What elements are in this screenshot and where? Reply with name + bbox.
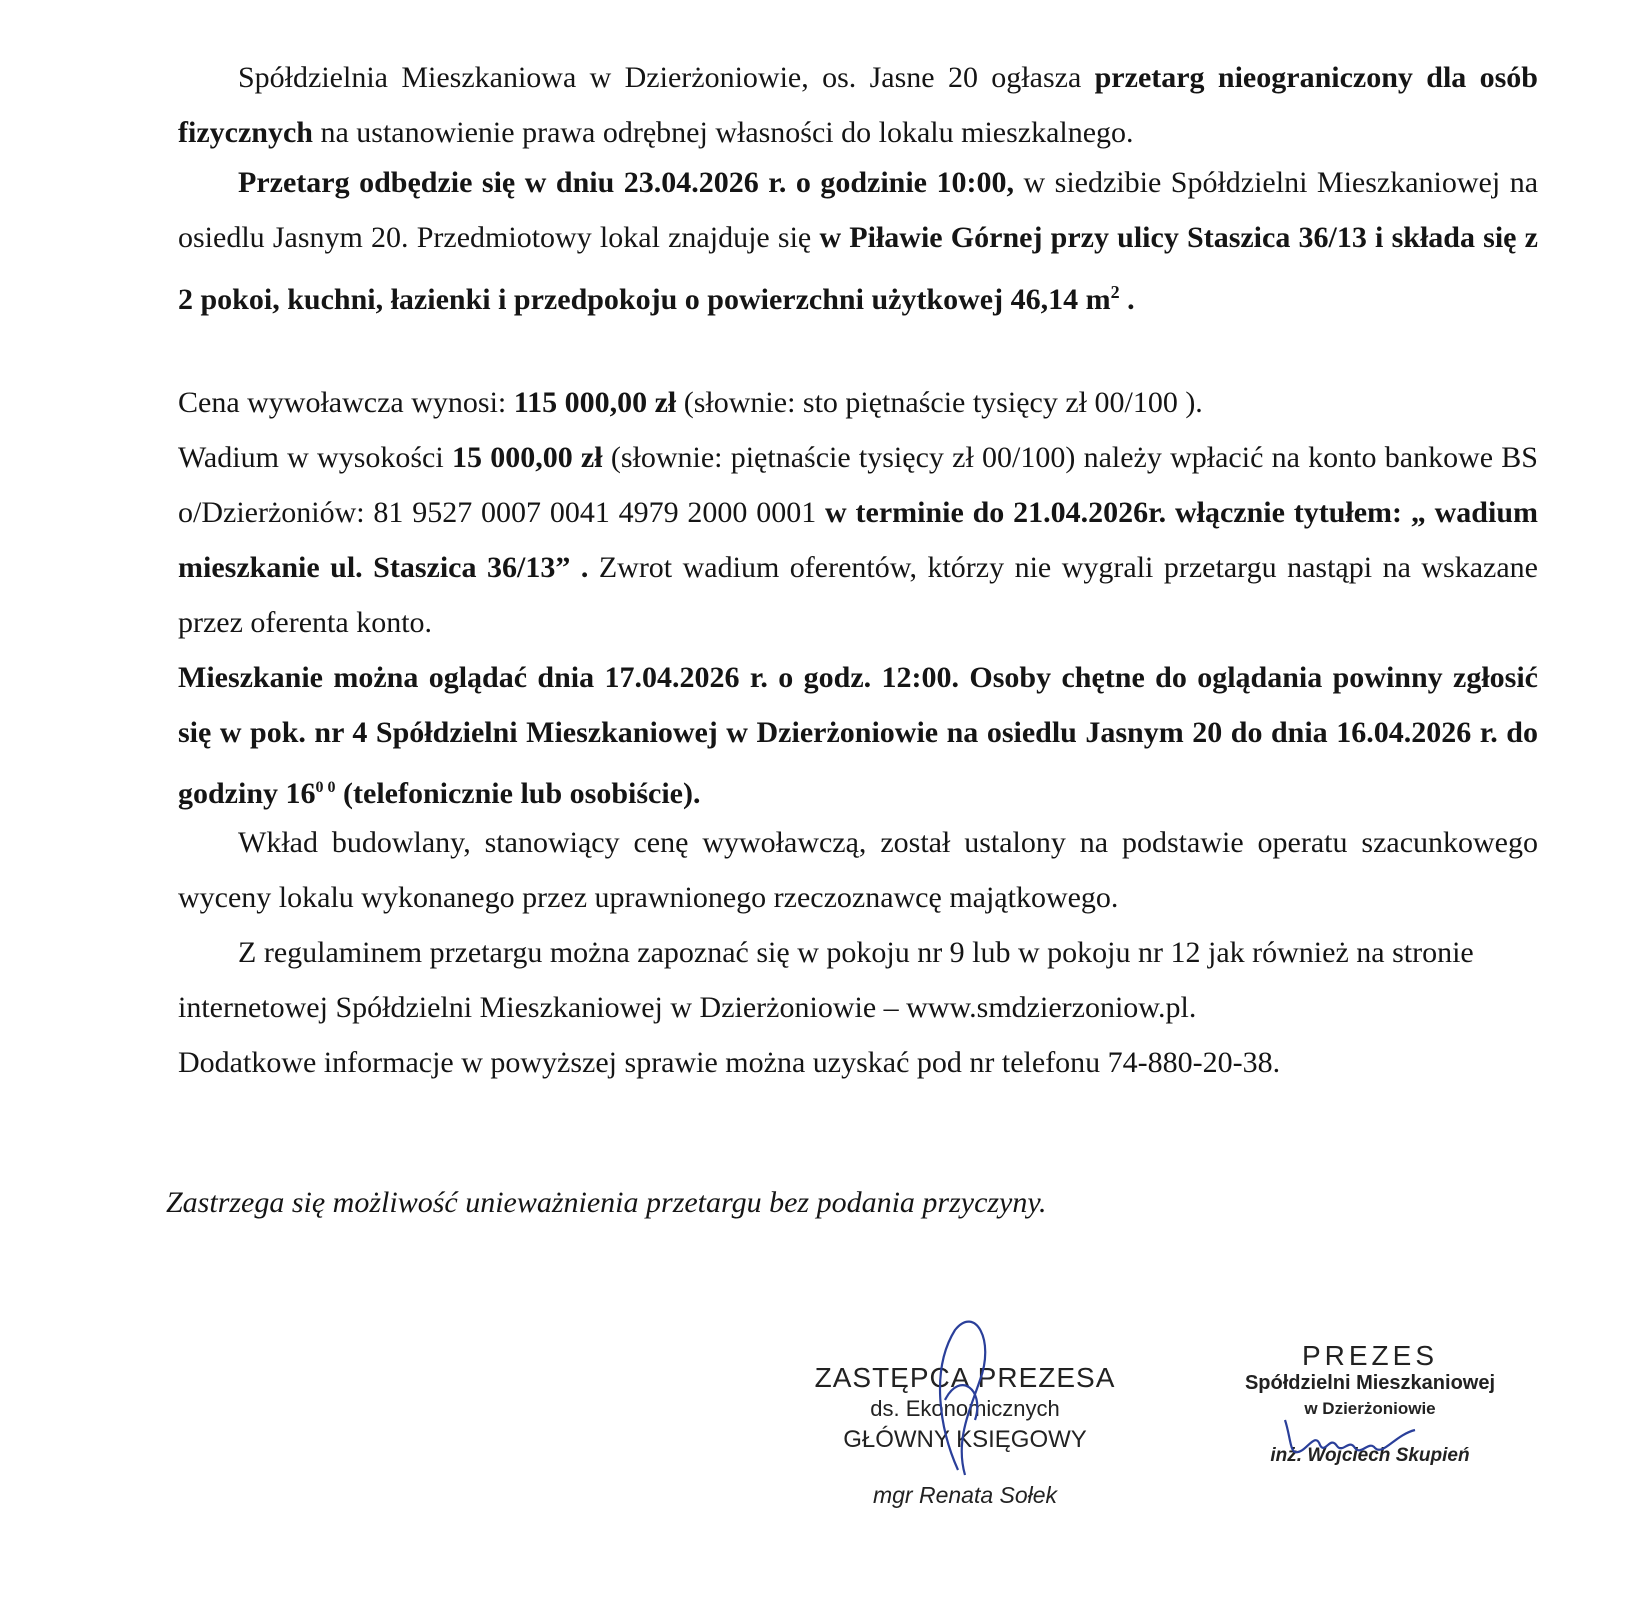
text: w siedzibie Spółdzielni Mieszkaniowej na osiedlu Jasnym 20. Przedmiotowy lokal znajduje się [178, 166, 1539, 254]
stamp-subtitle: Spółdzielni Mieszkaniowej [1244, 1372, 1496, 1394]
signatory-name: mgr Renata Sołek [872, 1482, 1058, 1508]
disclaimer-note: Zastrzega się możliwość unieważnienia przetargu bez podania przyczyny. [166, 1186, 1047, 1219]
text: Wadium w wysokości [178, 441, 452, 474]
text-bold: 115 000,00 zł [513, 386, 677, 419]
text-bold: (telefonicznie lub osobiście). [335, 777, 701, 810]
stamp-subtitle: ds. Ekonomicznych [870, 1396, 1060, 1421]
stamp-location: w Dzierżoniowie [1304, 1399, 1436, 1418]
paragraph-starting-price [178, 375, 1538, 430]
paragraph-contact: Dodatkowe informacje w powyższej sprawie można uzyskać pod nr telefonu 74-880-20-38. [178, 1046, 1281, 1079]
paragraph-announcement [178, 50, 1538, 160]
text-bold: w Piławie Górnej przy ulicy Staszica 36/13 i składa się z 2 pokoi, kuchni, łazienki i przedpokoju o powierzchni użytkowej 46,14 m [178, 221, 1539, 316]
paragraph-deposit [178, 430, 1538, 650]
signature-scribble-left [900, 1310, 1020, 1480]
signature-scribble-right [1265, 1410, 1435, 1460]
superscript: 2 [1110, 282, 1120, 302]
text: Cena wywoławcza wynosi: [178, 386, 514, 419]
text: na ustanowienie prawa odrębnej własności do lokalu mieszkalnego. [312, 116, 1134, 149]
text: (słownie: piętnaście tysięcy zł 00/100) należy wpłacić na konto bankowe BS o/Dzierżoniów: 81 9527 0007 0041 4979 2000 0001 [178, 441, 1538, 529]
stamp-title: PREZES [1301, 1340, 1439, 1371]
stamp-president [1215, 1340, 1525, 1467]
text: (słownie: sto piętnaście tysięcy zł 00/100 ). [676, 386, 1203, 419]
text-bold: w terminie do 21.04.2026r. włącznie tytułem: „ wadium mieszkanie ul. Staszica 36/13” . [178, 496, 1538, 584]
text: Spółdzielnia Mieszkaniowa w Dzierżoniowie, os. Jasne 20 ogłasza [238, 61, 1095, 94]
text-bold: przetarg nieograniczony dla osób fizycznych [178, 61, 1538, 149]
stamp-title: ZASTĘPCA PREZESA [814, 1362, 1116, 1393]
paragraph-viewing [178, 650, 1538, 821]
text-bold: 15 000,00 zł [451, 441, 603, 474]
text-bold: Mieszkanie można oglądać dnia 17.04.2026 r. o godz. 12:00. Osoby chętne do oglądania powinny zgłosić się w pok. nr 4 Spółdzielni Mieszkaniowej w Dzierżoniowie na osiedlu Jasnym 20 do dnia 16.04.2026 r. do godziny 16 [178, 661, 1538, 810]
paragraph-valuation: Wkład budowlany, stanowiący cenę wywoławczą, został ustalony na podstawie operatu szacunkowego wyceny lokalu wykonanego przez uprawnionego rzeczoznawcę majątkowego. [178, 826, 1538, 914]
paragraph-regulations: Z regulaminem przetargu można zapoznać się w pokoju nr 9 lub w pokoju nr 12 jak również na stronie internetowej Spółdzielni Mieszkaniowej w Dzierżoniowie – www.smdzierzoniow.pl. [178, 936, 1474, 1024]
superscript: 0 0 [315, 779, 336, 796]
signatory-name: inż. Wojciech Skupień [1270, 1445, 1470, 1466]
stamp-deputy-president [800, 1362, 1130, 1509]
text: Zwrot wadium oferentów, którzy nie wygrali przetargu nastąpi na wskazane przez oferenta konto. [178, 551, 1538, 639]
paragraph-auction-details [178, 155, 1538, 327]
text-bold: . [1119, 283, 1135, 316]
stamp-role: GŁÓWNY KSIĘGOWY [843, 1426, 1087, 1453]
text-bold: Przetarg odbędzie się w dniu 23.04.2026 r. o godzinie 10:00, [238, 166, 1014, 199]
